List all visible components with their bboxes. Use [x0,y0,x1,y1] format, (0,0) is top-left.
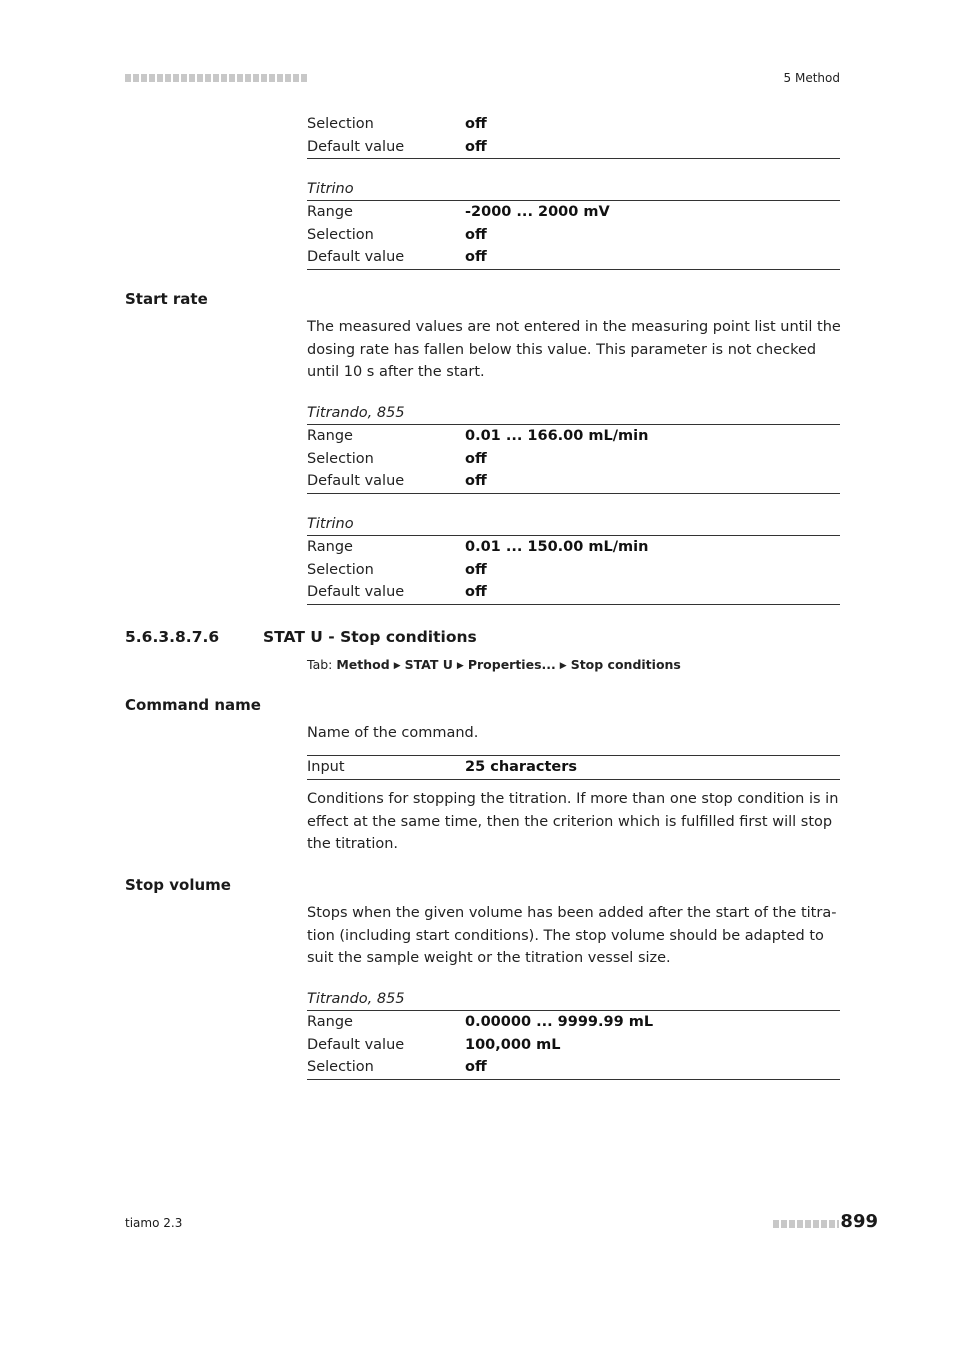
stop-volume-text: Stops when the given volume has been added after the start of the titra-tion (including start conditions). The stop volume should be adapted to suit the sample weight or the titration vessel size. [307,905,837,966]
param-key: Default value [307,1036,405,1053]
param-key: Input [307,759,345,775]
start-rate-title: Start rate [125,290,208,308]
param-value: 100,000 mL [465,1036,561,1053]
param-key: Range [307,1014,353,1030]
param-value: off [465,116,487,132]
param-value: 0.01 ... 166.00 mL/min [465,428,649,444]
param-value: off [465,584,487,600]
param-table-titrino [307,178,840,270]
footer-decoration [773,1220,839,1228]
table-caption: Titrino [307,513,840,536]
section-number: 5.6.3.8.7.6 [125,628,220,646]
tab-path-item: STAT U [404,657,453,672]
tab-path-item: Method [336,657,390,672]
triangle-right-icon: ▶ [456,661,464,671]
param-key: Range [307,539,353,555]
param-value: off [465,249,487,265]
triangle-right-icon: ▶ [393,661,401,671]
param-value: off [465,561,487,578]
param-key: Selection [307,116,374,132]
table-caption: Titrino [307,178,840,201]
param-value: 25 characters [465,759,578,775]
header-section: 5 Method [783,71,840,85]
footer-product: tiamo 2.3 [125,1216,183,1230]
param-key: Default value [307,584,405,600]
page-number: 899 [840,1211,878,1232]
tab-path-item: Properties... [467,657,556,672]
param-value: off [465,1059,487,1075]
triangle-right-icon: ▶ [559,661,567,671]
param-value: off [465,450,487,467]
param-key: Selection [307,1059,374,1075]
header-decoration [125,74,307,82]
param-value: off [465,473,487,489]
param-key: Default value [307,138,405,155]
start-rate-text: The measured values are not entered in the measuring point list until the dosing rate has fallen below this value. This parameter is not checked until 10 s after the start. [307,319,841,380]
param-value: off [465,138,487,155]
param-key: Default value [307,473,405,489]
tab-prefix: Tab: [307,657,333,672]
param-key: Selection [307,450,374,467]
param-key: Selection [307,561,374,578]
param-key: Range [307,204,353,220]
tab-path [307,657,681,672]
param-key: Range [307,428,353,444]
table-caption: Titrando, 855 [307,402,840,425]
param-key: Selection [307,226,374,243]
param-value: off [465,226,487,243]
param-value: -2000 ... 2000 mV [465,204,610,220]
param-table-titrino [307,513,840,605]
command-name-title: Command name [125,696,261,714]
param-table-titrando [307,988,840,1080]
param-table [307,113,840,159]
param-value: 0.01 ... 150.00 mL/min [465,539,649,555]
stop-conditions-text: Conditions for stopping the titration. If more than one stop condition is in effect at the same time, then the criterion which is fulfilled first will stop the titration. [307,791,839,852]
param-table-titrando [307,402,840,494]
section-title: STAT U - Stop conditions [263,628,477,646]
param-value: 0.00000 ... 9999.99 mL [465,1014,654,1030]
table-caption: Titrando, 855 [307,988,840,1011]
tab-path-item: Stop conditions [570,657,681,672]
param-key: Default value [307,249,405,265]
command-name-text: Name of the command. [307,725,479,741]
stop-volume-title: Stop volume [125,876,231,894]
param-table-input [307,755,840,780]
